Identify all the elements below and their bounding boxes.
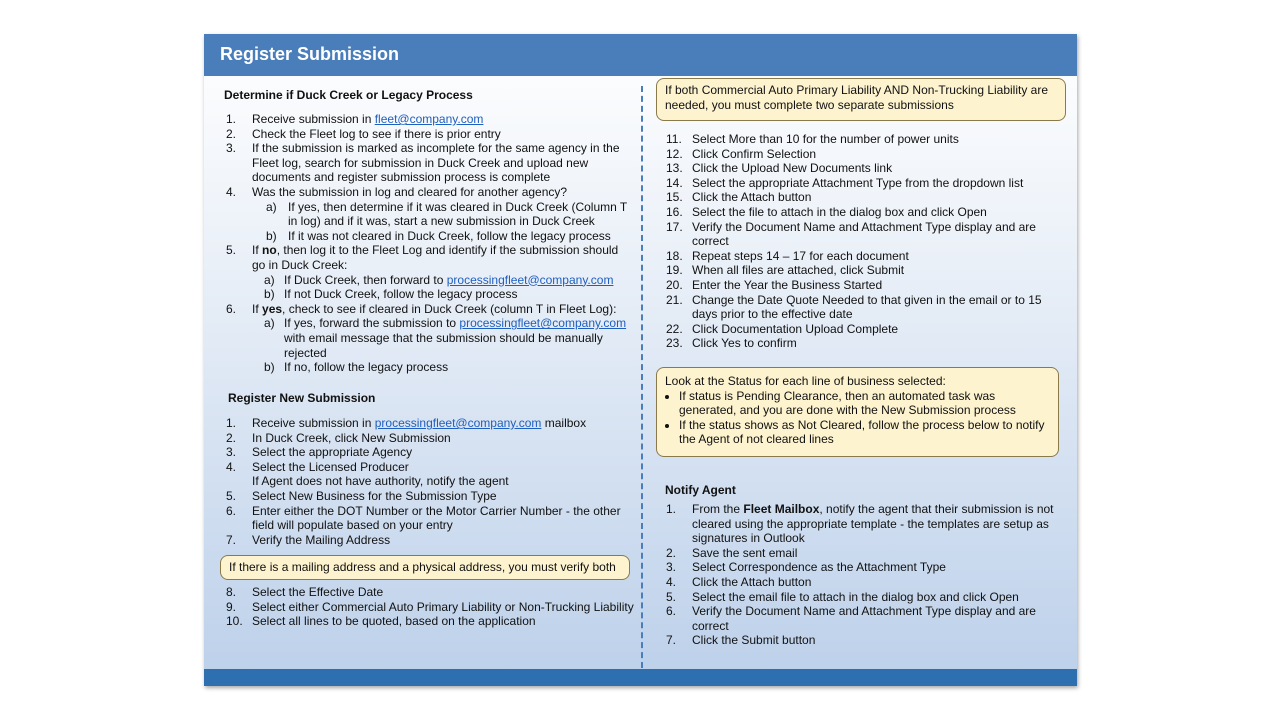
list-item — [226, 127, 634, 142]
step-body — [692, 249, 1066, 264]
step-number: 5. — [666, 589, 677, 604]
step-body — [252, 141, 634, 185]
sub-step-body — [284, 273, 634, 288]
step-number: 11. — [666, 132, 682, 146]
list-item — [666, 220, 1066, 249]
list-item — [666, 132, 1066, 147]
step-text: Receive submission in — [252, 112, 375, 126]
step-body — [252, 445, 634, 460]
step-body — [692, 205, 1066, 220]
step-text: , check to see if cleared in Duck Creek (column T in Fleet Log): — [282, 301, 617, 316]
step-text: Verify the Document Name and Attachment Type display and are correct — [692, 219, 1036, 249]
continued-steps — [666, 132, 1066, 351]
step-text: , then log it to the Fleet Log and identify if the submission should go in Duck Creek: — [252, 243, 619, 272]
step-number: 12. — [666, 146, 683, 161]
step-text: If — [252, 243, 263, 258]
step-number: 3. — [226, 141, 237, 156]
email-link[interactable]: fleet@company.com — [374, 112, 484, 126]
register-submission-card — [204, 34, 1077, 686]
step-number: 1. — [226, 416, 237, 430]
step-text: From the — [692, 502, 744, 516]
step-number: 4. — [666, 574, 677, 589]
step-body — [692, 546, 1066, 561]
step-text: Select the email file to attach in the dialog box and click Open — [692, 589, 1019, 604]
step-number: 10. — [226, 614, 243, 629]
status-callout — [656, 367, 1059, 457]
list-item — [666, 249, 1066, 264]
column-divider — [641, 86, 643, 668]
step-body — [252, 600, 634, 615]
step-body — [252, 243, 634, 301]
step-number: 6. — [666, 604, 677, 619]
step-body — [252, 127, 634, 142]
list-item — [226, 141, 634, 185]
step-number: 15. — [666, 190, 683, 205]
step-number: 19. — [666, 263, 683, 278]
step-text: Save the sent email — [692, 545, 798, 560]
list-item — [226, 416, 634, 431]
step-body — [692, 560, 1066, 575]
list-item — [226, 445, 634, 460]
step-body — [692, 220, 1066, 249]
step-number: 5. — [226, 243, 237, 258]
step-number: 3. — [226, 445, 237, 460]
step-number: 2. — [226, 430, 237, 445]
list-item — [226, 460, 634, 489]
step-text: If — [252, 301, 263, 316]
sub-step-body — [288, 229, 634, 244]
step-number: 1. — [226, 112, 237, 126]
step-text: Receive submission in — [252, 416, 375, 430]
step-number: 6. — [226, 301, 237, 316]
sub-step-body — [284, 316, 634, 360]
step-number: 1. — [666, 502, 677, 516]
list-item — [666, 263, 1066, 278]
list-item — [666, 502, 1066, 546]
sub-list-item — [252, 316, 634, 360]
step-text: Select the appropriate Agency — [252, 445, 413, 460]
sub-steps — [252, 316, 634, 374]
step-text: Click Yes to confirm — [692, 336, 797, 351]
list-item — [666, 161, 1066, 176]
step-number: 2. — [226, 126, 237, 141]
step-text: Select either Commercial Auto Primary Liability or Non-Trucking Liability — [252, 599, 634, 614]
determine-heading: Determine if Duck Creek or Legacy Process — [224, 88, 473, 102]
step-number: 8. — [226, 585, 237, 599]
header-bar — [204, 34, 1077, 76]
footer-bar — [204, 669, 1077, 686]
step-number: 13. — [666, 161, 683, 176]
register-steps — [226, 416, 634, 547]
list-item — [666, 590, 1066, 605]
step-body — [252, 185, 634, 243]
sub-step-body — [288, 200, 634, 229]
list-item — [666, 278, 1066, 293]
list-item — [226, 585, 634, 600]
step-body — [252, 614, 634, 629]
list-item — [226, 243, 634, 301]
list-item — [666, 190, 1066, 205]
step-body — [692, 278, 1066, 293]
step-text: Select the Effective Date — [252, 585, 384, 599]
list-item — [666, 147, 1066, 162]
sub-list-item — [252, 229, 634, 244]
list-item — [226, 504, 634, 533]
step-body — [252, 302, 634, 375]
step-text: If no, follow the legacy process — [284, 360, 449, 375]
list-item — [226, 614, 634, 629]
step-body — [252, 112, 634, 127]
step-body — [692, 176, 1066, 191]
step-emphasis: yes — [262, 301, 283, 316]
sub-list-item — [252, 200, 634, 229]
sub-list-item — [252, 287, 634, 302]
step-text: If the submission is marked as incomplete for the same agency in the Fleet log, search for submission in Duck Creek and upload new documents and register submission process is complete — [252, 141, 620, 185]
step-text: Select More than 10 for the number of power units — [692, 132, 959, 146]
step-body — [692, 161, 1066, 176]
step-body — [252, 489, 634, 504]
step-text: Click the Upload New Documents link — [692, 161, 893, 176]
step-text: Click Documentation Upload Complete — [692, 321, 899, 336]
list-item — [666, 575, 1066, 590]
step-body — [692, 322, 1066, 337]
step-body — [692, 132, 1066, 147]
step-number: 16. — [666, 204, 683, 219]
list-item — [666, 336, 1066, 351]
step-body — [252, 416, 634, 431]
step-body — [252, 585, 634, 600]
step-body — [692, 590, 1066, 605]
list-item — [226, 185, 634, 243]
step-number: 22. — [666, 321, 683, 336]
step-number: 18. — [666, 248, 683, 263]
step-text: Select New Business for the Submission Type — [252, 488, 497, 503]
sub-step-number: b) — [264, 287, 275, 302]
list-item — [666, 322, 1066, 337]
step-number: 21. — [666, 292, 683, 307]
step-text: Select Correspondence as the Attachment Type — [692, 560, 946, 575]
sub-list-item — [252, 360, 634, 375]
sub-step-number: b) — [266, 228, 277, 243]
step-number: 17. — [666, 219, 683, 234]
list-item — [226, 431, 634, 446]
sub-step-number: a) — [264, 316, 275, 331]
step-text: Click the Attach button — [692, 190, 812, 205]
step-text: If yes, then determine if it was cleared in Duck Creek (Column T in log) and if it was, start a new submission in Duck Creek — [288, 199, 628, 229]
step-body — [692, 293, 1066, 322]
determine-steps — [226, 112, 634, 375]
step-text: Enter either the DOT Number or the Motor Carrier Number - the other field will populate based on your entry — [252, 503, 621, 533]
step-number: 14. — [666, 175, 683, 190]
step-text: Click Confirm Selection — [692, 146, 817, 161]
step-text: When all files are attached, click Submit — [692, 263, 905, 278]
verify-address-callout: If there is a mailing address and a physical address, you must verify both — [220, 555, 630, 580]
sub-step-body — [284, 287, 634, 302]
step-body — [692, 604, 1066, 633]
list-item — [666, 293, 1066, 322]
step-body — [692, 502, 1066, 546]
list-item — [226, 533, 634, 548]
status-bullets — [665, 389, 1050, 447]
step-text: Verify the Mailing Address — [252, 532, 391, 547]
step-body — [692, 633, 1066, 648]
sub-step-number: b) — [264, 360, 275, 375]
step-body — [692, 336, 1066, 351]
status-bullet: • If status is Pending Clearance, then an automated task was generated, and you are done with the New Submission process — [679, 389, 1050, 418]
list-item — [666, 560, 1066, 575]
step-number: 2. — [666, 545, 677, 560]
step-body — [692, 575, 1066, 590]
step-text: Was the submission in log and cleared for another agency? — [252, 184, 568, 199]
step-text: If it was not cleared in Duck Creek, follow the legacy process — [288, 228, 611, 243]
list-item — [666, 633, 1066, 648]
step-number: 4. — [226, 459, 237, 474]
step-text: Click the Attach button — [692, 574, 812, 589]
step-number: 7. — [666, 633, 677, 648]
step-number: 3. — [666, 560, 677, 575]
step-text: If Duck Creek, then forward to — [284, 272, 447, 287]
status-bullet: • If the status shows as Not Cleared, follow the process below to notify the Agent of not cleared lines — [679, 418, 1050, 447]
step-text: Enter the Year the Business Started — [692, 277, 883, 292]
list-item — [666, 604, 1066, 633]
email-link[interactable]: processingfleet@company.com — [459, 316, 627, 331]
list-item — [666, 176, 1066, 191]
step-number: 20. — [666, 277, 683, 292]
sub-list-item — [252, 273, 634, 288]
list-item — [226, 600, 634, 615]
step-text: mailbox — [541, 416, 587, 430]
step-body — [252, 460, 634, 489]
step-body — [692, 263, 1066, 278]
list-item — [666, 205, 1066, 220]
sub-steps — [252, 273, 634, 302]
page-title: Register Submission — [220, 44, 400, 64]
step-text: If not Duck Creek, follow the legacy process — [284, 287, 518, 302]
list-item — [666, 546, 1066, 561]
email-link[interactable]: processingfleet@company.com — [374, 416, 542, 430]
step-number: 6. — [226, 503, 237, 518]
notify-steps — [666, 502, 1066, 648]
sub-step-number: a) — [266, 199, 277, 214]
list-item — [226, 489, 634, 504]
register-steps-continued — [226, 585, 634, 629]
sub-steps — [252, 200, 634, 244]
step-text: Select the file to attach in the dialog box and click Open — [692, 204, 987, 219]
step-number: 5. — [226, 488, 237, 503]
list-item — [226, 112, 634, 127]
step-text: Verify the Document Name and Attachment Type display and are correct — [692, 604, 1036, 633]
step-number: 4. — [226, 184, 237, 199]
step-emphasis: Fleet Mailbox — [743, 502, 820, 516]
notify-heading: Notify Agent — [665, 483, 736, 497]
list-item — [226, 302, 634, 375]
email-link[interactable]: processingfleet@company.com — [446, 272, 614, 287]
step-text: with email message that the submission should be manually rejected — [284, 330, 603, 360]
step-body — [692, 190, 1066, 205]
step-text: If yes, forward the submission to — [284, 316, 460, 331]
step-body — [692, 147, 1066, 162]
step-text: Check the Fleet log to see if there is prior entry — [252, 126, 501, 141]
step-text: Select the Licensed Producer — [252, 459, 409, 474]
status-callout-intro: Look at the Status for each line of business selected: — [665, 374, 946, 388]
step-text: Change the Date Quote Needed to that given in the email or to 15 days prior to the effective date — [692, 292, 1042, 322]
two-submissions-callout: If both Commercial Auto Primary Liability AND Non-Trucking Liability are needed, you must complete two separate submissions — [656, 78, 1066, 121]
step-body — [252, 504, 634, 533]
step-number: 23. — [666, 336, 683, 351]
step-number: 9. — [226, 599, 237, 614]
sub-step-number: a) — [264, 272, 275, 287]
step-text: In Duck Creek, click New Submission — [252, 430, 451, 445]
step-text: , notify the agent that their submission is not cleared using the appropriate template - the templates are setup as signatures in Outlook — [692, 502, 1054, 546]
step-text: Click the Submit button — [692, 633, 816, 648]
sub-step-body — [284, 360, 634, 375]
register-heading: Register New Submission — [228, 391, 376, 405]
step-text: Select the appropriate Attachment Type from the dropdown list — [692, 175, 1024, 190]
step-text: Repeat steps 14 – 17 for each document — [692, 248, 909, 263]
step-emphasis: no — [262, 243, 277, 258]
step-text: Select all lines to be quoted, based on the application — [252, 614, 536, 629]
step-note: If Agent does not have authority, notify the agent — [252, 474, 509, 489]
step-number: 7. — [226, 532, 237, 547]
step-body — [252, 431, 634, 446]
step-body — [252, 533, 634, 548]
